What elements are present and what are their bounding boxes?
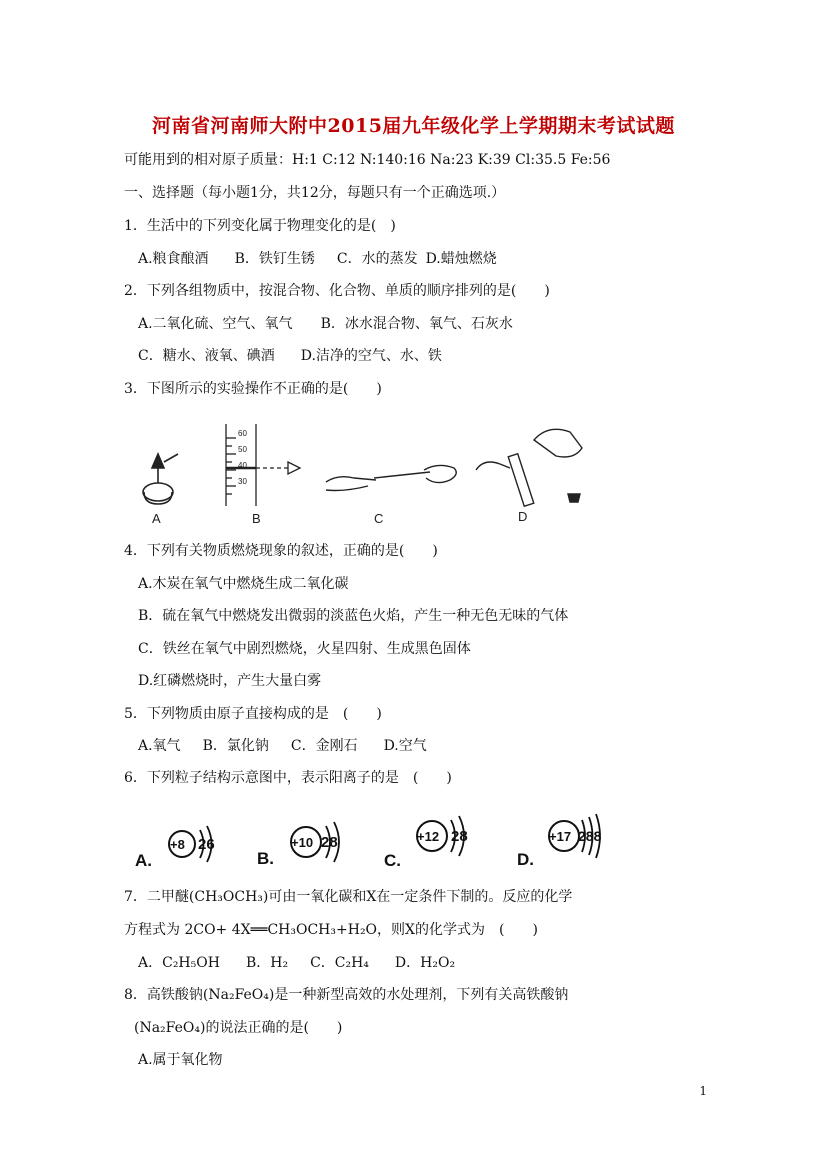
option-b: B．硫在氧气中燃烧发出微弱的淡蓝色火焰，产生一种无色无味的气体: [138, 608, 569, 624]
question-3-stem: 3．下图所示的实验操作不正确的是( ): [124, 381, 382, 397]
question-5-stem: 5．下列物质由原子直接构成的是 ( ): [124, 706, 382, 722]
page-number: 1: [699, 1084, 707, 1098]
question-7-stem-line2: 方程式为 2CO+ 4X══CH₃OCH₃+H₂O，则X的化学式为 ( ): [124, 922, 538, 938]
question-1-options: [138, 250, 497, 268]
scale-tick-30: 30: [238, 477, 247, 486]
hands-test-strip-icon: [326, 465, 456, 490]
figure-label-c: C: [374, 511, 384, 526]
ion-shells-a: 26: [198, 836, 215, 853]
option-a: A.二氧化硫、空气、氧气: [138, 316, 293, 332]
ion-label-b: B.: [257, 849, 274, 868]
ion-diagram-d: [517, 814, 602, 869]
ion-label-c: C.: [384, 851, 401, 870]
ion-label-d: D.: [517, 850, 534, 869]
option-a: A.木炭在氧气中燃烧生成二氧化碳: [138, 576, 349, 592]
atomic-mass-line: 可能用到的相对原子质量：H:1 C:12 N:140:16 Na:23 K:39 Cl:35.5 Fe:56: [124, 152, 611, 168]
ion-core-c: +12: [417, 829, 440, 844]
ion-core-a: +8: [170, 837, 185, 852]
scale-tick-50: 50: [238, 445, 247, 454]
ion-label-a: A.: [135, 851, 152, 870]
figure-label-d: D: [518, 509, 528, 524]
option-b: B．氯化钠: [202, 738, 269, 754]
question-1-stem: 1．生活中的下列变化属于物理变化的是( ): [124, 218, 396, 234]
option-d: D.蜡烛燃烧: [425, 251, 497, 267]
ion-shells-c: 28: [451, 828, 468, 845]
ion-core-b: +10: [291, 835, 314, 850]
lab-operations-figure: [138, 410, 598, 530]
alcohol-lamp-icon: [143, 454, 178, 504]
option-d: D.红磷燃烧时，产生大量白雾: [138, 673, 322, 689]
option-b: B．H₂: [245, 955, 289, 971]
question-7-stem-line1: 7．二甲醚(CH₃OCH₃)可由一氧化碳和X在一定条件下制的。反应的化学: [124, 889, 573, 905]
option-b: B．冰水混合物、氧气、石灰水: [320, 316, 513, 332]
page-title: 河南省河南师大附中2015届九年级化学上学期期末考试试题: [152, 115, 675, 137]
option-c: C．糖水、液氧、碘酒: [138, 348, 275, 364]
option-c: C．金刚石: [290, 738, 358, 754]
scale-tick-60: 60: [238, 429, 247, 438]
question-2-options-row2: [138, 347, 442, 365]
question-2-options-row1: [138, 315, 513, 333]
option-c: C．水的蒸发: [336, 251, 418, 267]
particle-structure-figure: [135, 808, 610, 876]
option-d: D.空气: [383, 738, 427, 754]
option-a: A.属于氧化物: [138, 1052, 223, 1068]
option-a: A.氧气: [138, 738, 181, 754]
ion-shells-d: 288: [578, 828, 602, 844]
option-d: D.洁净的空气、水、铁: [300, 348, 442, 364]
figure-label-a: A: [152, 511, 161, 526]
option-c: C．C₂H₄: [310, 955, 369, 971]
section-heading: 一、选择题（每小题1分，共12分，每题只有一个正确选项.）: [124, 185, 506, 201]
question-2-stem: 2．下列各组物质中，按混合物、化合物、单质的顺序排列的是( ): [124, 283, 550, 299]
pouring-test-tube-icon: [476, 429, 582, 506]
question-4-stem: 4．下列有关物质燃烧现象的叙述，正确的是( ): [124, 543, 438, 559]
question-8-stem-line2: (Na₂FeO₄)的说法正确的是( ): [134, 1020, 343, 1036]
ion-shells-b: 28: [321, 834, 338, 851]
ion-diagram-b: [257, 822, 339, 868]
option-d: D．H₂O₂: [394, 955, 456, 971]
scale-tick-40: 40: [238, 461, 247, 470]
question-7-options: [138, 954, 455, 972]
question-5-options: [138, 737, 427, 755]
option-b: B．铁钉生锈: [234, 251, 315, 267]
question-8-stem-line1: 8．高铁酸钠(Na₂FeO₄)是一种新型高效的水处理剂，下列有关高铁酸钠: [124, 987, 569, 1003]
ion-core-d: +17: [549, 829, 572, 844]
figure-label-b: B: [252, 511, 261, 526]
option-a: A.粮食酿酒: [138, 251, 209, 267]
ion-diagram-a: [135, 826, 215, 870]
ion-diagram-c: [384, 816, 468, 870]
question-6-stem: 6．下列粒子结构示意图中，表示阳离子的是 ( ): [124, 770, 452, 786]
option-c: C．铁丝在氧气中剧烈燃烧，火星四射、生成黑色固体: [138, 641, 471, 657]
option-a: A．C₂H₅OH: [138, 955, 220, 971]
